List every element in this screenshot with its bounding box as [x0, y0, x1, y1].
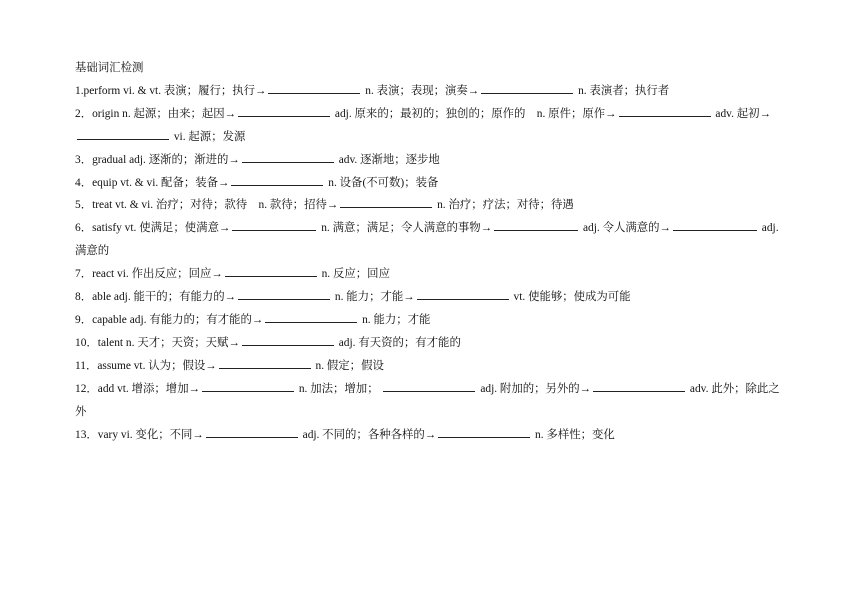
vocab-text: 10．talent n. 天才；天资；天赋→ — [75, 336, 240, 349]
vocab-item-11 — [75, 355, 790, 378]
vocab-text: adv. 逐渐地；逐步地 — [338, 153, 440, 166]
vocab-text: 3．gradual adj. 逐渐的；渐进的→ — [75, 153, 240, 166]
vocab-text: 13．vary vi. 变化；不同→ — [75, 428, 204, 441]
vocab-text: 9．capable adj. 有能力的；有才能的→ — [75, 313, 264, 326]
vocab-text: n. 反应；回应 — [321, 268, 390, 281]
vocab-text: 6．satisfy vt. 使满足；使满意→ — [75, 222, 231, 235]
vocab-text: 12．add vt. 增添；增加→ — [75, 382, 200, 395]
answer-blank[interactable] — [77, 127, 169, 140]
vocab-item-8 — [75, 286, 790, 309]
vocab-text: n. 能力；才能→ — [334, 291, 415, 304]
vocab-item-5 — [75, 194, 790, 217]
vocab-text: 4．equip vt. & vi. 配备；装备→ — [75, 176, 230, 189]
vocab-item-12 — [75, 378, 790, 424]
vocab-text: adj. 满意的 — [75, 222, 779, 258]
vocab-text: 11．assume vt. 认为；假设→ — [75, 359, 217, 372]
vocab-text: 7．react vi. 作出反应；回应→ — [75, 268, 223, 281]
answer-blank[interactable] — [202, 379, 294, 392]
answer-blank[interactable] — [242, 333, 334, 346]
answer-blank[interactable] — [481, 81, 573, 94]
answer-blank[interactable] — [206, 425, 298, 438]
vocab-item-2 — [75, 103, 790, 149]
vocab-text: n. 表演；表现；演奏→ — [365, 84, 480, 97]
answer-blank[interactable] — [265, 310, 357, 323]
vocab-text: 1.perform vi. & vt. 表演；履行；执行→ — [75, 84, 267, 97]
vocab-item-6 — [75, 217, 790, 263]
vocab-text: vi. 起源；发源 — [173, 130, 246, 143]
answer-blank[interactable] — [593, 379, 685, 392]
answer-blank[interactable] — [340, 195, 432, 208]
vocab-text: 8．able adj. 能干的；有能力的→ — [75, 291, 237, 304]
vocab-text: n. 治疗；疗法；对待；待遇 — [437, 199, 574, 212]
answer-blank[interactable] — [219, 356, 311, 369]
vocab-item-4 — [75, 172, 790, 195]
vocab-text: vt. 使能够；使成为可能 — [513, 291, 631, 304]
vocab-item-10 — [75, 332, 790, 355]
worksheet — [75, 57, 790, 446]
vocab-text: n. 满意；满足；令人满意的事物→ — [321, 222, 493, 235]
worksheet-title: 基础词汇检测 — [75, 62, 144, 74]
vocab-text: n. 设备(不可数)；装备 — [328, 176, 439, 189]
vocab-text: n. 假定；假设 — [315, 359, 384, 372]
vocab-text: n. 表演者；执行者 — [578, 84, 670, 97]
vocab-item-3 — [75, 149, 790, 172]
vocab-text: adj. 附加的；另外的→ — [480, 382, 592, 395]
answer-blank[interactable] — [225, 264, 317, 277]
vocab-text: adv. 起初→ — [715, 107, 771, 120]
vocab-item-13 — [75, 424, 790, 447]
answer-blank[interactable] — [438, 425, 530, 438]
vocab-item-9 — [75, 309, 790, 332]
answer-blank[interactable] — [238, 287, 330, 300]
vocab-item-7 — [75, 263, 790, 286]
answer-blank[interactable] — [231, 173, 323, 186]
vocab-text: adj. 有天资的；有才能的 — [338, 336, 461, 349]
vocab-text: adj. 令人满意的→ — [582, 222, 671, 235]
vocab-text: adj. 原来的；最初的；独创的；原作的 n. 原件；原作→ — [334, 107, 617, 120]
answer-blank[interactable] — [242, 150, 334, 163]
answer-blank[interactable] — [494, 218, 578, 231]
vocab-text: adj. 不同的；各种各样的→ — [302, 428, 437, 441]
vocab-item-1 — [75, 80, 790, 103]
answer-blank[interactable] — [238, 104, 330, 117]
vocab-text: n. 多样性；变化 — [535, 428, 615, 441]
vocab-text: adv. 此外；除此之外 — [75, 382, 780, 418]
answer-blank[interactable] — [383, 379, 475, 392]
vocab-text: 2．origin n. 起源；由来；起因→ — [75, 107, 237, 120]
vocab-text: n. 加法；增加； — [298, 382, 379, 395]
vocab-text: n. 能力；才能 — [362, 313, 431, 326]
answer-blank[interactable] — [268, 81, 360, 94]
answer-blank[interactable] — [417, 287, 509, 300]
answer-blank[interactable] — [619, 104, 711, 117]
answer-blank[interactable] — [673, 218, 757, 231]
vocab-text: 5．treat vt. & vi. 治疗；对待；款待 n. 款待；招待→ — [75, 199, 339, 212]
answer-blank[interactable] — [232, 218, 316, 231]
